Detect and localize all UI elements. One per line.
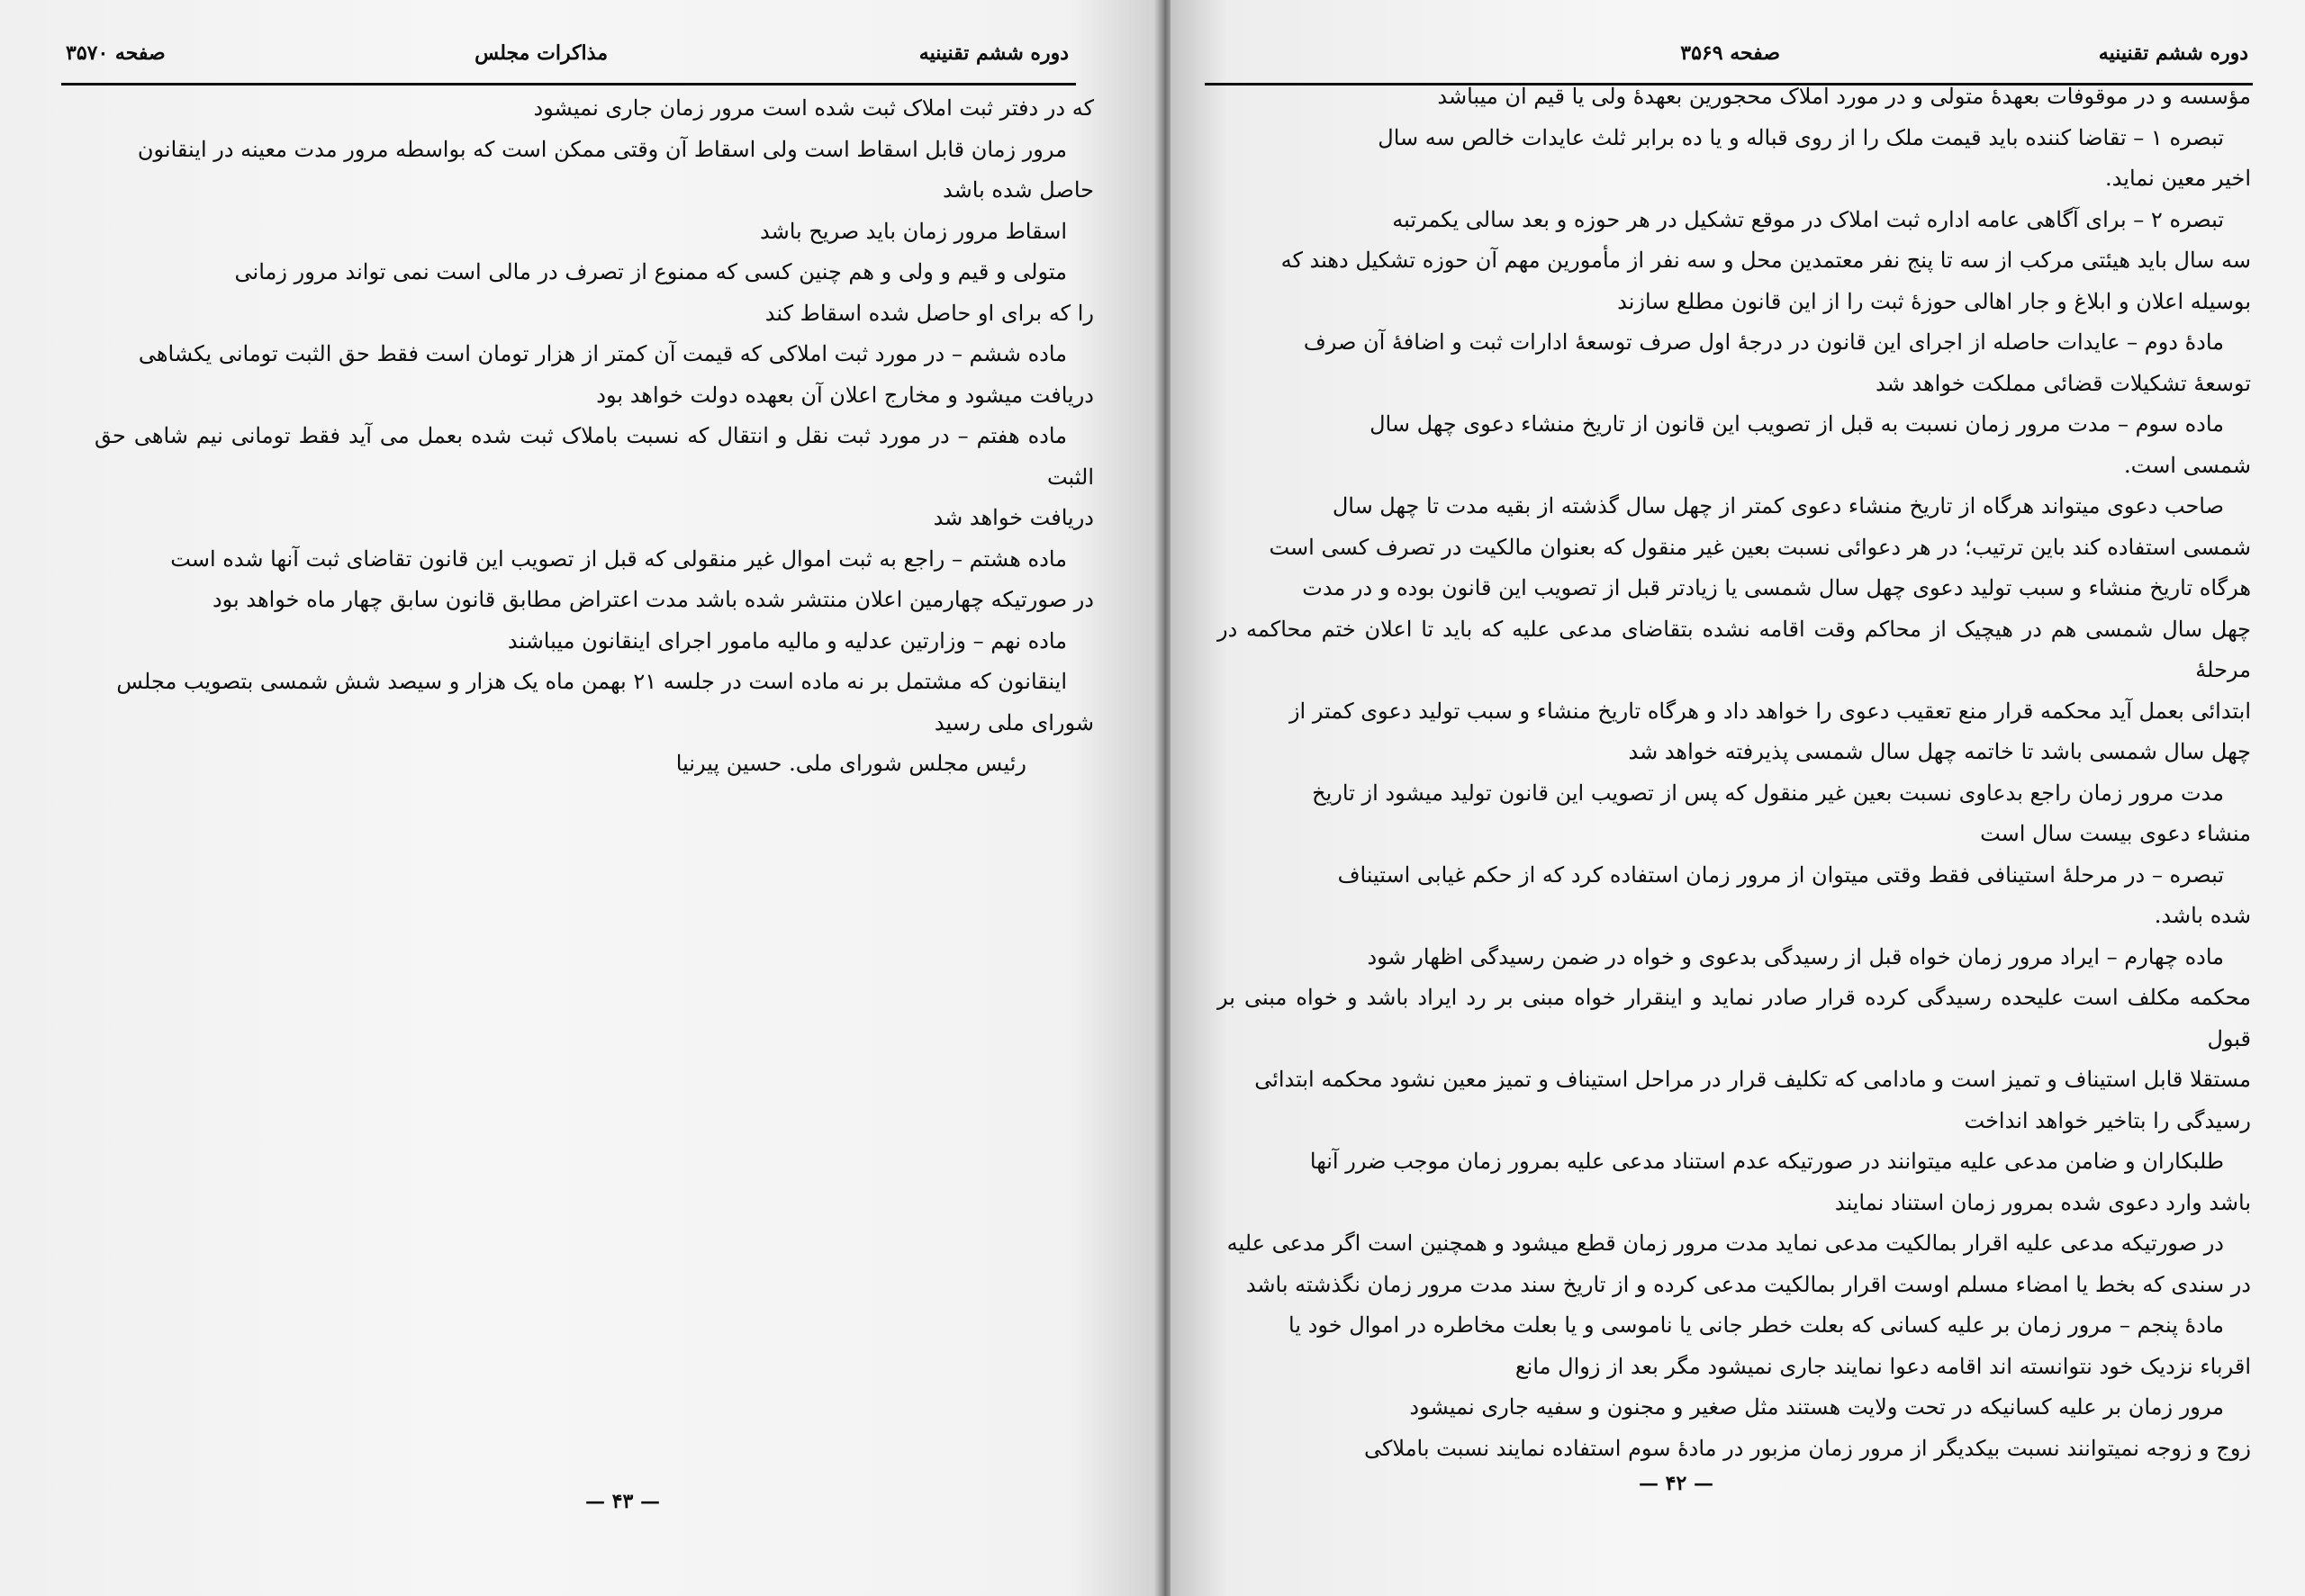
text-line: بوسیله اعلان و ابلاغ و جار اهالی حوزهٔ ثبت را از این قانون مطلع سازند bbox=[1617, 288, 2251, 314]
text-line: اخیر معین نماید. bbox=[2105, 166, 2251, 191]
text-line: توسعهٔ تشکیلات قضائی مملکت خواهد شد bbox=[1876, 370, 2251, 396]
text-line: تبصره ۲ – برای آگاهی عامه اداره ثبت املاک در موقع تشکیل در هر حوزه و بعد سالی یکمرتبه bbox=[1392, 206, 2224, 232]
text-line: صاحب دعوی میتواند هرگاه از تاریخ منشاء دعوی کمتر از چهل سال گذشته از بقیه مدت تا چهل سال bbox=[1332, 493, 2224, 518]
text-line: منشاء دعوی بیست سال است bbox=[1980, 821, 2251, 846]
text-line: را که برای او حاصل شده اسقاط کند bbox=[764, 300, 1094, 326]
text-line: مرور زمان بر علیه کسانیکه در تحت ولایت هستند مثل صغیر و مجنون و سفیه جاری نمیشود bbox=[1409, 1394, 2224, 1420]
text-line: ماده هفتم – در مورد ثبت نقل و انتقال که نسبت باملاک ثبت شده بعمل می آید فقط تومانی نیم شاهی حق الثبت bbox=[95, 423, 1094, 490]
text-line: هرگاه تاریخ منشاء و سبب تولید دعوی چهل سال شمسی یا زیادتر قبل از تصویب این قانون بوده و در مدت bbox=[1302, 575, 2251, 600]
text-line: در صورتیکه مدعی علیه اقرار بمالکیت مدعی نماید مدت مرور زمان قطع میشود و همچنین است اگر مدعی علیه bbox=[1226, 1231, 2224, 1256]
text-line: اقرباء نزدیک خود نتوانسته اند اقامه دعوا نمایند جاری نمیشود مگر بعد از زوال مانع bbox=[1514, 1353, 2251, 1379]
text-line: مستقلا قابل استیناف و تمیز است و مادامی که تکلیف قرار در مراحل استیناف و تمیز معین نشود محکمه ابتدائی bbox=[1254, 1067, 2251, 1092]
text-line: زوج و زوجه نمیتوانند نسبت بیکدیگر از مرور زمان مزبور در مادهٔ سوم استفاده نمایند نسبت باملاکی bbox=[1363, 1435, 2251, 1461]
page-folio: — ۴۳ — bbox=[585, 1490, 660, 1513]
text-line: رسیدگی را بتاخیر خواهد انداخت bbox=[1964, 1107, 2251, 1133]
text-line: شده باشد. bbox=[2154, 903, 2251, 928]
text-line: اسقاط مرور زمان باید صریح باشد bbox=[760, 218, 1067, 244]
right-body-text bbox=[1217, 77, 2251, 1469]
text-line: طلبکاران و ضامن مدعی علیه میتوانند در صورتیکه عدم استناد مدعی علیه بمرور زمان موجب ضرر آنها bbox=[1309, 1149, 2224, 1174]
text-line: که در دفتر ثبت املاک ثبت شده است مرور زمان جاری نمیشود bbox=[533, 95, 1094, 121]
page-header bbox=[61, 38, 1076, 86]
text-line: دریافت میشود و مخارج اعلان آن بعهده دولت خواهد بود bbox=[596, 382, 1094, 408]
text-line: ماده ششم – در مورد ثبت املاکی که قیمت آن کمتر از هزار تومان است فقط حق الثبت تومانی یکشاهی bbox=[138, 341, 1067, 366]
left-body-text bbox=[95, 88, 1094, 785]
text-line: تبصره ۱ – تقاضا کننده باید قیمت ملک را از روی قباله و یا ده برابر ثلث عایدات خالص سه سال bbox=[1378, 124, 2224, 150]
text-line: در صورتیکه چهارمین اعلان منتشر شده باشد مدت اعتراض مطابق قانون سابق چهار ماه خواهد بود bbox=[212, 587, 1094, 612]
text-line: ماده هشتم – راجع به ثبت اموال غیر منقولی که قبل از تصویب این قانون تقاضای ثبت آنها شده است bbox=[170, 546, 1067, 572]
running-title: مذاکرات مجلس bbox=[475, 41, 608, 65]
text-line: شمسی است. bbox=[2124, 452, 2251, 478]
text-line: مدت مرور زمان راجع بدعاوی نسبت بعین غیر منقول که پس از تصویب این قانون تولید میشود از تاریخ bbox=[1312, 780, 2224, 806]
text-line: باشد وارد دعوی شده بمرور زمان استناد نمایند bbox=[1834, 1189, 2251, 1215]
text-line: در سندی که بخط یا امضاء مسلم اوست اقرار بمالکیت مدعی کرده و از تاریخ سند مدت مرور زمان نگذشته باشد bbox=[1245, 1271, 2251, 1297]
text-line: تبصره – در مرحلهٔ استینافی فقط وقتی میتوان از مرور زمان استفاده کرد که از حکم غیابی استیناف bbox=[1337, 861, 2224, 888]
text-line: شورای ملی رسید bbox=[934, 709, 1094, 735]
text-line: مؤسسه و در موقوفات بعهدهٔ متولی و در مورد املاک محجورین بعهدهٔ ولی یا قیم آن میباشد bbox=[1437, 84, 2251, 109]
journal-name: دوره ششم تقنینیه bbox=[2098, 41, 2248, 65]
text-line: چهل سال شمسی هم در هیچیک از محاکم وقت اقامه نشده بتقاضای مدعی علیه که باید تا اعلان ختم محاکمه در مرحلهٔ bbox=[1217, 616, 2251, 682]
text-line: ماده چهارم – ایراد مرور زمان خواه قبل از رسیدگی بدعوی و خواه در ضمن رسیدگی اظهار شود bbox=[1367, 943, 2224, 969]
text-line: مرور زمان قابل اسقاط است ولی اسقاط آن وقتی ممکن است که بواسطه مرور مدت معینه در اینقانون bbox=[137, 136, 1067, 162]
text-line: اینقانون که مشتمل بر نه ماده است در جلسه ۲۱ بهمن ماه یک هزار و سیصد شش شمسی بتصویب مجلس bbox=[116, 669, 1067, 694]
text-line: دریافت خواهد شد bbox=[933, 505, 1094, 530]
text-line: مادهٔ پنجم – مرور زمان بر علیه کسانی که بعلت خطر جانی یا ناموسی و یا بعلت مخاطره در اموال خود یا bbox=[1288, 1312, 2224, 1338]
text-line: چهل سال شمسی باشد تا خاتمه چهل سال شمسی پذیرفته خواهد شد bbox=[1628, 739, 2251, 764]
signature-line: رئیس مجلس شورای ملی. حسین پیرنیا bbox=[675, 751, 1026, 776]
text-line: ماده سوم – مدت مرور زمان نسبت به قبل از تصویب این قانون از تاریخ منشاء دعوی چهل سال bbox=[1369, 411, 2224, 437]
page-number: صفحه ۳۵۶۹ bbox=[1680, 41, 1780, 65]
text-line: ابتدائی بعمل آید محکمه قرار منع تعقیب دعوی را خواهد داد و هرگاه تاریخ منشاء و سبب تولید دعوی کمتر از bbox=[1288, 698, 2251, 724]
journal-name: دوره ششم تقنینیه bbox=[918, 41, 1069, 65]
text-line: ماده نهم – وزارتین عدلیه و مالیه مامور اجرای اینقانون میباشند bbox=[507, 627, 1067, 654]
text-line: محکمه مکلف است علیحده رسیدگی کرده قرار صادر نماید و اینقرار خواه مبنی بر رد ایراد باشد و خواه مبنی بر قبول bbox=[1217, 985, 2251, 1051]
page-number: صفحه ۳۵۷۰ bbox=[66, 41, 166, 65]
text-line: حاصل شده باشد bbox=[943, 177, 1094, 203]
text-line: متولی و قیم و ولی و هم چنین کسی که ممنوع از تصرف در مالی است نمی تواند مرور زمانی bbox=[234, 259, 1067, 284]
text-line: شمسی استفاده کند باین ترتیب؛ در هر دعوائی نسبت بعین غیر منقول که بعنوان مالکیت در تصرف کسی است bbox=[1269, 534, 2251, 560]
text-line: سه سال باید هیئتی مرکب از سه تا پنج نفر معتمدین محل و سه نفر از مأمورین مهم آن حوزه تشکیل دهند که bbox=[1280, 248, 2251, 273]
page-folio: — ۴۲ — bbox=[1639, 1472, 1713, 1495]
text-line: مادهٔ دوم – عایدات حاصله از اجرای این قانون در درجهٔ اول صرف توسعهٔ ادارات ثبت و اضافهٔ آن صرف bbox=[1303, 329, 2224, 355]
right-page bbox=[1171, 0, 2305, 1596]
